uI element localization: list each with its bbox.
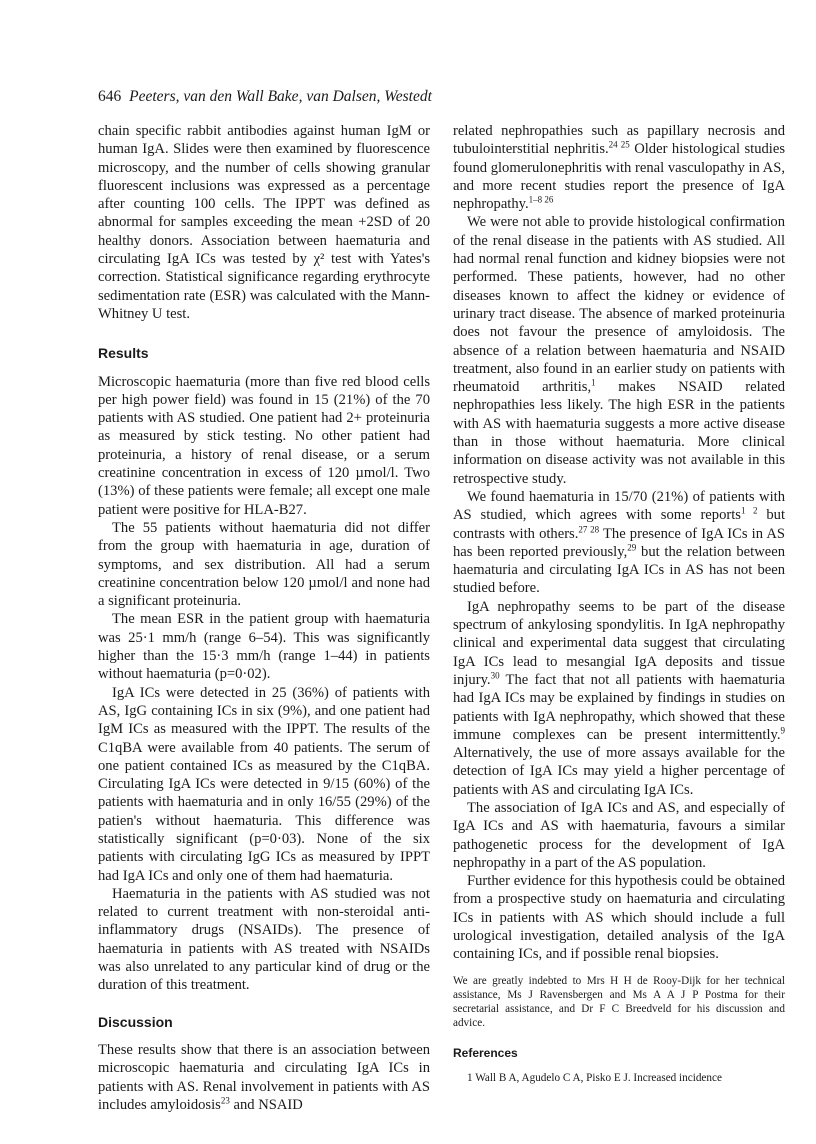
- page-number: 646: [98, 88, 122, 105]
- results-heading: Results: [98, 345, 149, 362]
- paragraph-results-5: Haematuria in the patients with AS studied was not related to current treatment with non-steroidal anti-inflammatory drugs (NSAIDs). The presence of haematuria in patients with AS treated with NSAIDs was also unrelated to any particular kind of drug or the duration of this treatment.: [98, 885, 430, 994]
- left-column: [98, 122, 430, 1114]
- citation: 1 2: [740, 505, 758, 516]
- paragraph-discussion-continued: related nephropathies such as papillary necrosis and tubulointerstitial nephritis.$^{24 25}$ Older histological studies found glomerulonephritis with renal vasculopathy in AS, and more recent studies report the presence of IgA nephropathy.$^{1-8 26}$: [453, 123, 786, 213]
- citation: 1: [591, 377, 596, 388]
- citation: 30: [490, 670, 500, 681]
- paragraph-results-4: IgA ICs were detected in 25 (36%) of patients with AS, IgG containing ICs in six (9%), and one patient had IgM ICs as measured with the IPPT. The results of the C1qBA were available from 40 patients. The serum of one patient contained ICs as measured by the C1qBA. Circulating IgA ICs were detected in 9/15 (60%) of the patients with haematuria and in only 16/55 (29%) of the patien's without haematuria. This difference was statistically significant (p=0·03). None of the six patients with circulating IgG ICs as measured by IPPT had IgA ICs and only one of them had haematuria.: [98, 684, 430, 884]
- paragraph-discussion-1: These results show that there is an association between microscopic haematuria and circulating IgA ICs in patients with AS. Renal involvement in patients with AS includes amyloidosis$^{23}$ and NSAID: [98, 1041, 430, 1113]
- paragraph-results-2: The 55 patients without haematuria did not differ from the group with haematuria in age, duration of symptoms, and sex distribution. All had a serum creatinine concentration below 120 µmol/l and none had a significant proteinuria.: [98, 519, 430, 610]
- running-header: [98, 88, 698, 106]
- paragraph-discussion-3: We found haematuria in 15/70 (21%) of patients with AS studied, which agrees with some reports$^{1 2}$ but contrasts with others.$^{27 28}$ The presence of IgA ICs in AS has been reported previously,$^{29}$ but the relation between haematuria and circulating IgA ICs in AS has not been studied before.: [453, 488, 786, 597]
- citation: 23: [220, 1095, 230, 1106]
- citation: 24 25: [608, 139, 630, 150]
- paragraph-methods-continued: chain specific rabbit antibodies against human IgM or human IgA. Slides were then examined by fluorescence microscopy, and the number of cells showing granular fluorescent inclusions was expressed as a percentage after counting 100 cells. The IPPT was defined as abnormal for samples exceeding the mean +2SD of 20 healthy donors. Association between haematuria and circulating IgA ICs was tested by χ² test with Yates's correction. Statistical significance regarding erythrocyte sedimentation rate (ESR) was calculated with the Mann-Whitney U test.: [98, 123, 430, 322]
- citation: 29: [627, 542, 637, 553]
- paragraph-discussion-4: IgA nephropathy seems to be part of the disease spectrum of ankylosing spondylitis. In IgA nephropathy clinical and experimental data suggest that circulating IgA ICs lead to mesangial IgA deposits and tissue injury.$^{30}$ The fact that not all patients with haematuria had IgA ICs may be explained by findings in studies on patients with IgA nephropathy, which showed that these immune complexes can be present intermittently.$^9$ Alternatively, the use of more assays available for the detection of IgA ICs may yield a higher percentage of patients with AS and circulating IgA ICs.: [453, 598, 785, 798]
- paragraph-discussion-6: Further evidence for this hypothesis could be obtained from a prospective study on haematuria and circulating ICs in patients with AS which should include a full urological investigation, detailed analysis of the IgA containing ICs, and if possible renal biopsies.: [453, 873, 785, 963]
- citation: 9: [780, 725, 785, 736]
- references-heading: References: [453, 1046, 518, 1061]
- running-authors: Peeters, van den Wall Bake, van Dalsen, Westedt: [129, 88, 432, 105]
- right-column: [453, 122, 785, 1085]
- paragraph-discussion-2: We were not able to provide histological confirmation of the renal disease in the patients with AS studied. All had normal renal function and kidney biopsies were not performed. These patients, however, had no other diseases known to affect the kidney or evidence of urinary tract disease. The absence of marked proteinuria does not favour the presence of amyloidosis. The absence of a relation between haematuria and NSAID treatment, also found in an earlier study on patients with rheumatoid arthritis,$^1$ makes NSAID related nephropathies less likely. The high ESR in the patients with AS with haematuria suggests a more active disease than in those without haematuria. More clinical information on disease activity was not available in this retrospective study.: [453, 214, 785, 487]
- reference-item: 1 Wall B A, Agudelo C A, Pisko E J. Increased incidence: [467, 1071, 722, 1084]
- paragraph-results-1: Microscopic haematuria (more than five red blood cells per high power field) was found in 15 (21%) of the 70 patients with AS studied. One patient had 2+ proteinuria as measured by stick testing. No other patient had proteinuria, a history of renal disease, or a serum creatinine concentration in excess of 120 µmol/l. Two (13%) of these patients were female; all except one male patient were positive for HLA-B27.: [98, 373, 430, 518]
- paragraph-results-3: The mean ESR in the patient group with haematuria was 25·1 mm/h (range 6–54). This was significantly higher than the 15·3 mm/h (range 1–44) in patients without haematuria (p=0·02).: [98, 611, 430, 683]
- acknowledgement: We are greatly indebted to Mrs H H de Rooy-Dijk for her technical assistance, Ms J Ravensbergen and Ms A A J P Postma for their secretarial assistance, and Dr F C Breedveld for his discussion and advice.: [453, 974, 785, 1030]
- citation: 1–8 26: [528, 194, 554, 205]
- discussion-heading: Discussion: [98, 1013, 173, 1030]
- citation: 27 28: [578, 524, 600, 535]
- paragraph-discussion-5: The association of IgA ICs and AS, and especially of IgA ICs and AS with haematuria, favours a similar pathogenetic process for the development of IgA nephropathy in a part of the AS population.: [453, 799, 785, 871]
